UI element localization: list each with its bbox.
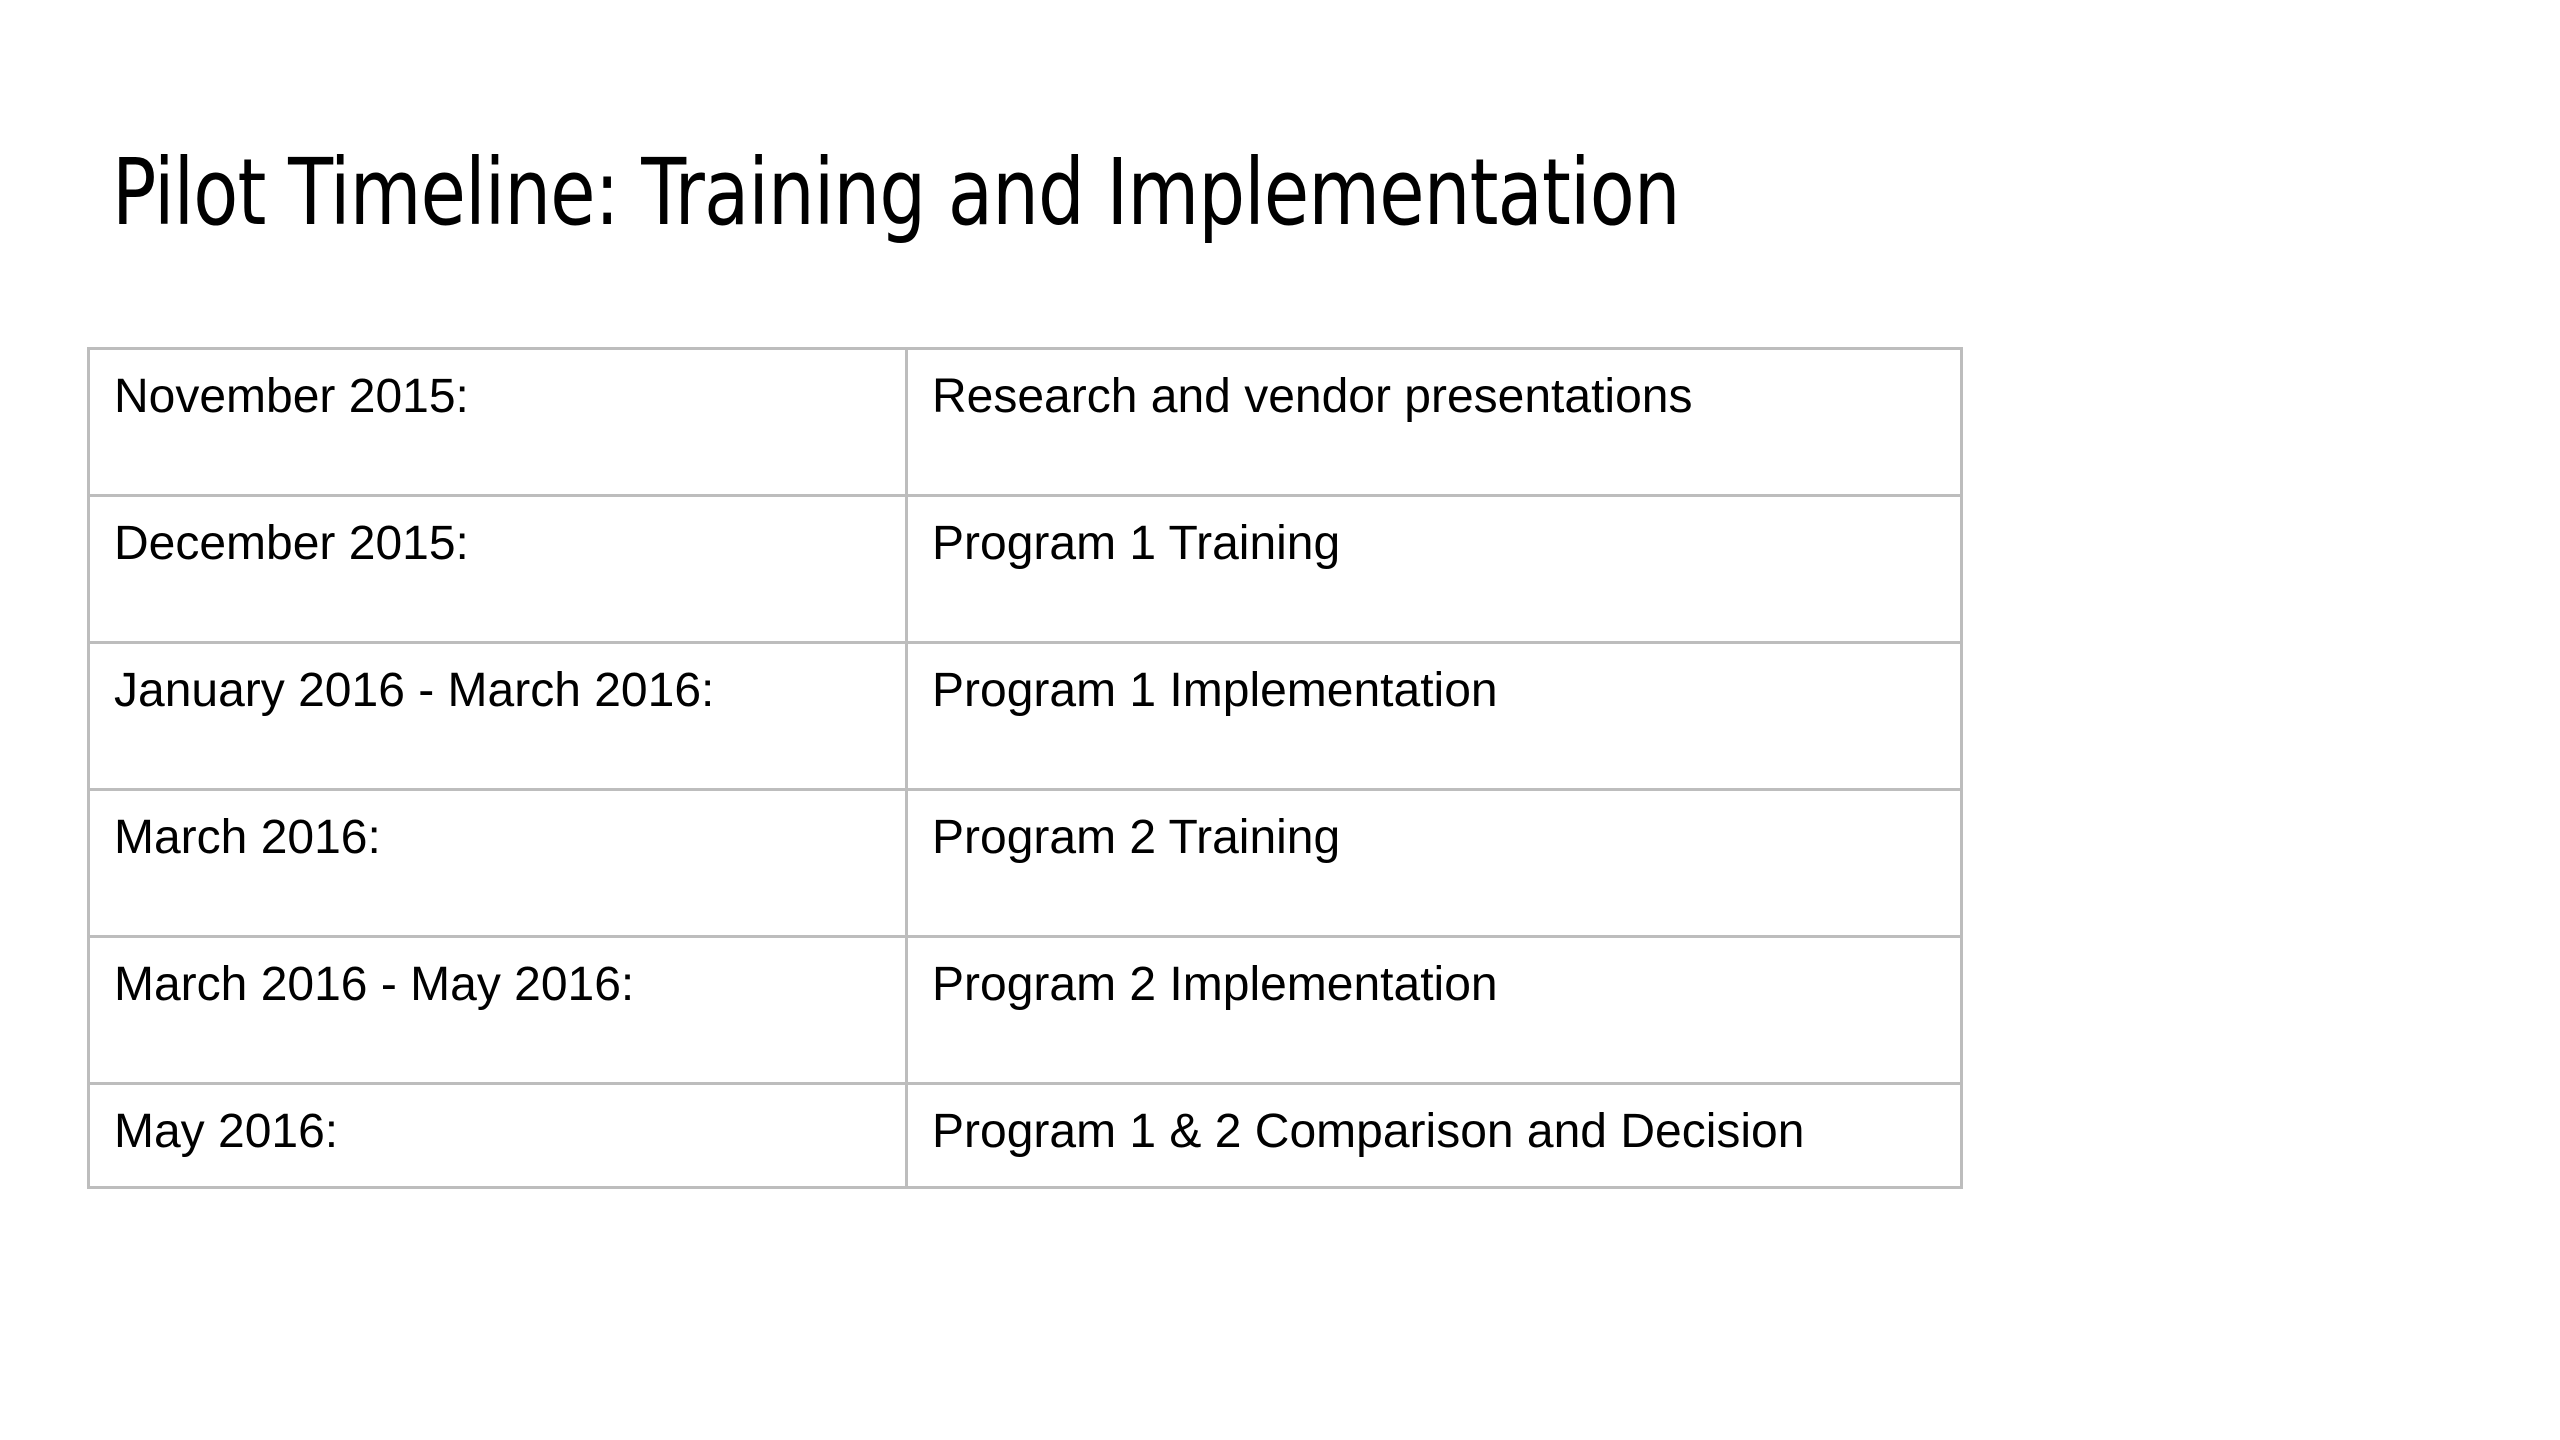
timeline-event-cell: Program 1 Implementation — [907, 643, 1962, 790]
table-row — [89, 790, 1962, 937]
timeline-event-cell: Program 2 Training — [907, 790, 1962, 937]
table-row — [89, 937, 1962, 1084]
timeline-event-cell: Program 2 Implementation — [907, 937, 1962, 1084]
timeline-date-cell: March 2016 - May 2016: — [89, 937, 907, 1084]
timeline-event-cell: Program 1 Training — [907, 496, 1962, 643]
timeline-date-cell: March 2016: — [89, 790, 907, 937]
table-row — [89, 1084, 1962, 1188]
timeline-date-cell: November 2015: — [89, 349, 907, 496]
table-row — [89, 643, 1962, 790]
table-row — [89, 496, 1962, 643]
timeline-table — [87, 347, 1963, 1189]
timeline-event-cell: Research and vendor presentations — [907, 349, 1962, 496]
slide-title: Pilot Timeline: Training and Implementation — [112, 139, 1680, 246]
table-row — [89, 349, 1962, 496]
timeline-date-cell: May 2016: — [89, 1084, 907, 1188]
timeline-date-cell: December 2015: — [89, 496, 907, 643]
timeline-date-cell: January 2016 - March 2016: — [89, 643, 907, 790]
timeline-event-cell: Program 1 & 2 Comparison and Decision — [907, 1084, 1962, 1188]
